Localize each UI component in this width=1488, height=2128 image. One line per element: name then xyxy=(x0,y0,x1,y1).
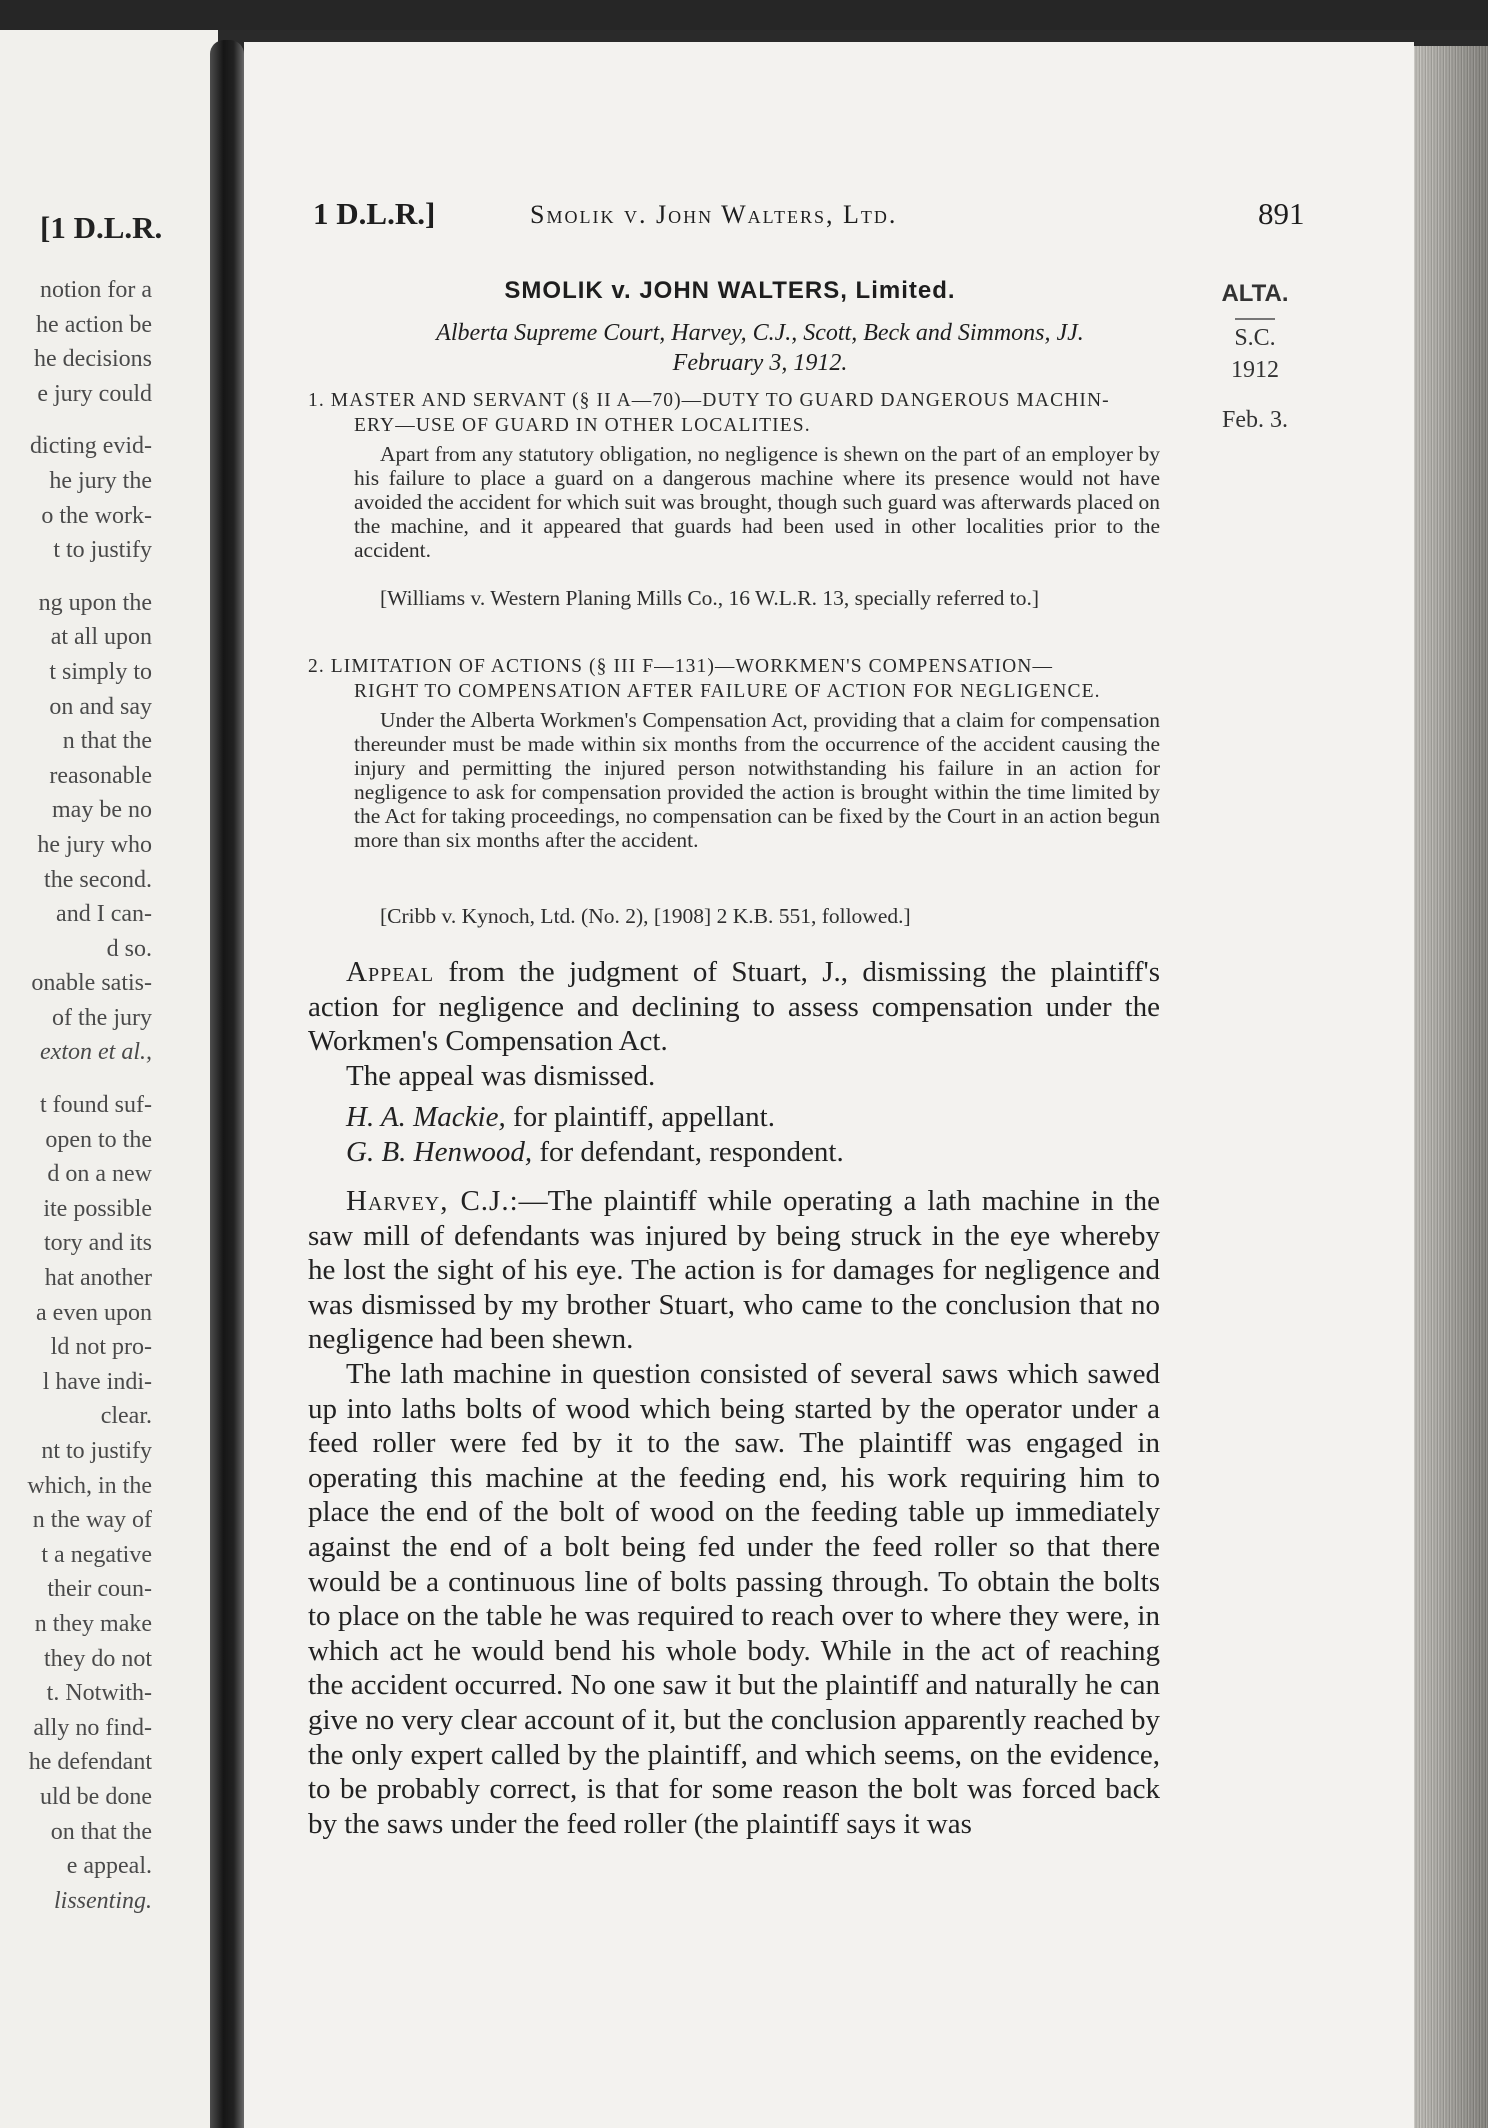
left-page-line: l have indi- xyxy=(42,1368,152,1395)
headnote-1-heading-line: 1. MASTER AND SERVANT (§ II A—70)—DUTY TO GUARD DANGEROUS MACHIN- xyxy=(308,390,1110,411)
appeal-lead: Appeal xyxy=(346,956,435,988)
decision-date: February 3, 1912. xyxy=(672,350,848,376)
left-facing-page xyxy=(0,30,218,2128)
left-page-line: ally no find- xyxy=(33,1714,152,1741)
left-page-line: and I can- xyxy=(56,901,152,928)
left-page-line: ng upon the xyxy=(38,589,152,616)
left-page-line: of the jury xyxy=(52,1004,152,1031)
left-page-line: he defendant xyxy=(28,1749,152,1776)
left-page-line: uld be done xyxy=(40,1783,152,1810)
left-page-line: t. Notwith- xyxy=(46,1680,152,1707)
margin-jurisdiction: ALTA. xyxy=(1221,280,1289,307)
headnote-2-heading xyxy=(308,654,1168,704)
headnote-1-body xyxy=(354,442,1160,562)
left-page-line: t to justify xyxy=(53,537,152,564)
left-page-line: t a negative xyxy=(41,1541,152,1568)
left-page-line: open to the xyxy=(45,1126,152,1153)
left-page-line: t found suf- xyxy=(40,1092,152,1119)
margin-rule xyxy=(1235,318,1275,320)
appeal-result: The appeal was dismissed. xyxy=(346,1059,656,1092)
left-page-line: exton et al., xyxy=(40,1039,152,1066)
left-page-line: ite possible xyxy=(43,1195,152,1222)
judgment-paragraph-2: The lath machine in question consisted of several saws which sawed up into laths bolts of wood which being started by the operator under a feed roller were fed by it to the saw. The plaintiff was engaged in operating this machine at the feeding end, his work requiring him to place the end of the bolt of wood on the feeding table up immediately against the end of a bolt being fed under the feed roller so that there would be a continuous line of bolts passing through. To obtain the bolts to place on the table he was required to reach over to where they were, in which act he would bend his whole body. While in the act of reaching the accident occurred. No one saw it but the plaintiff and naturally he can give no very clear account of it, but the conclusion apparently reached by the only expert called by the plaintiff, and which seems, on the evidence, to be probably correct, is that for some reason the bolt was forced back by the saws under the feed roller (the plaintiff says it was xyxy=(308,1357,1160,1840)
left-page-line: their coun- xyxy=(47,1576,152,1603)
margin-court: S.C. xyxy=(1234,325,1276,351)
left-page-line xyxy=(0,1070,152,1088)
left-page-line: he decisions xyxy=(34,346,152,373)
counsel-plaintiff-name: H. A. Mackie, xyxy=(346,1101,506,1133)
left-page-line: he jury the xyxy=(49,467,152,494)
margin-year: 1912 xyxy=(1231,357,1279,383)
left-page-line: t simply to xyxy=(49,658,152,685)
left-page-text xyxy=(0,273,152,1918)
left-page-line: tory and its xyxy=(44,1230,152,1257)
case-title: SMOLIK v. JOHN WALTERS, Limited. xyxy=(504,277,956,304)
top-strip xyxy=(0,0,1488,30)
judge-name: Harvey, C.J.: xyxy=(346,1185,519,1217)
left-page-line: onable satis- xyxy=(31,970,152,997)
judgment-paragraph-1 xyxy=(308,1184,1160,1357)
counsel-plaintiff xyxy=(346,1100,844,1135)
left-page-line: clear. xyxy=(100,1403,152,1430)
headnote-2-heading-cont: RIGHT TO COMPENSATION AFTER FAILURE OF ACTION FOR NEGLIGENCE. xyxy=(354,681,1101,702)
headnote-2-citation: [Cribb v. Kynoch, Ltd. (No. 2), [1908] 2 K.B. 551, followed.] xyxy=(380,904,911,928)
left-page-line: lissenting. xyxy=(53,1887,152,1914)
left-page-line: they do not xyxy=(44,1645,152,1672)
left-page-line: d on a new xyxy=(47,1161,152,1188)
counsel-defendant-name: G. B. Henwood, xyxy=(346,1135,533,1168)
appeal-text: from the judgment of Stuart, J., dismissing the plaintiff's action for negligence and declining to assess compensation under the Workmen's Compensation Act. xyxy=(308,956,1160,1058)
book-gutter xyxy=(210,40,244,2128)
headnote-1-text: Apart from any statutory obligation, no negligence is shewn on the part of an employer by his failure to place a guard on a dangerous machine where its presence would not have avoided the accident for which suit was brought, though such guard was afterwards placed on the machine, and it appeared that guards had been used in other localities prior to the accident. xyxy=(354,442,1160,562)
counsel-defendant-role: for defendant, respondent. xyxy=(532,1135,844,1168)
headnote-2-text: Under the Alberta Workmen's Compensation Act, providing that a claim for compensation thereunder must be made within six months from the occurrence of the accident causing the injury and permitting the injured person notwithstanding his failure in an action for negligence to ask for compensation provided the action is brought within the time limited by the Act for taking proceedings, no compensation can be fixed by the Court in an action begun more than six months after the accident. xyxy=(354,708,1160,852)
left-page-line: hat another xyxy=(44,1265,152,1292)
headnote-2-heading-line: 2. LIMITATION OF ACTIONS (§ III F—131)—WORKMEN'S COMPENSATION— xyxy=(308,656,1054,677)
page-edges-shade xyxy=(1414,46,1488,2128)
headnote-1-citation: [Williams v. Western Planing Mills Co., 16 W.L.R. 13, specially referred to.] xyxy=(380,586,1040,610)
appeal-paragraph xyxy=(308,955,1160,1093)
left-page-line: e jury could xyxy=(37,380,152,407)
margin-notes xyxy=(1205,278,1305,436)
judgment-text xyxy=(308,1184,1160,1841)
left-page-line: he jury who xyxy=(37,831,152,858)
left-page-line: reasonable xyxy=(49,762,152,789)
counsel-defendant xyxy=(346,1135,844,1170)
headnote-1-heading-cont: ERY—USE OF GUARD IN OTHER LOCALITIES. xyxy=(354,415,811,436)
left-page-line: nt to justify xyxy=(41,1438,152,1464)
left-page-line: the second. xyxy=(44,866,152,893)
left-page-line xyxy=(0,411,152,429)
headnote-2-body xyxy=(354,708,1160,852)
left-page-line xyxy=(0,568,152,586)
left-page-line: e appeal. xyxy=(66,1853,152,1880)
left-page-line: on and say xyxy=(49,693,152,720)
left-page-line: d so. xyxy=(106,935,152,962)
left-page-line: may be no xyxy=(52,797,152,824)
headnote-1-heading xyxy=(308,388,1168,438)
running-title: Smolik v. John Walters, Ltd. xyxy=(530,200,898,229)
volume-header: 1 D.L.R.] xyxy=(313,196,436,231)
left-page-line: on that the xyxy=(50,1818,152,1845)
left-page-line: ld not pro- xyxy=(50,1334,152,1361)
left-page-header: [1 D.L.R. xyxy=(40,210,163,245)
left-page-line: o the work- xyxy=(41,502,152,529)
left-page-line: which, in the xyxy=(27,1472,152,1499)
counsel-list xyxy=(346,1100,844,1169)
left-page-line: he action be xyxy=(36,311,152,338)
left-page-line: n they make xyxy=(34,1610,152,1637)
left-page-line: n the way of xyxy=(32,1507,152,1534)
court-line: Alberta Supreme Court, Harvey, C.J., Scott, Beck and Simmons, JJ. xyxy=(436,320,1084,346)
judgment-para-1-text: —The plaintiff while operating a lath machine in the saw mill of defendants was injured by being struck in the eye whereby he lost the sight of his eye. The action is for damages for negligence and was dismissed by my brother Stuart, who came to the conclusion that no negligence had been shewn. xyxy=(308,1185,1160,1356)
left-page-line: a even upon xyxy=(36,1299,152,1326)
left-page-line: dicting evid- xyxy=(30,433,152,460)
left-page-line: at all upon xyxy=(50,624,152,651)
left-page-line: notion for a xyxy=(40,277,152,303)
page-number: 891 xyxy=(1258,196,1305,231)
counsel-plaintiff-role: for plaintiff, appellant. xyxy=(505,1101,775,1133)
margin-date: Feb. 3. xyxy=(1222,407,1288,433)
left-page-line: n that the xyxy=(62,728,152,755)
